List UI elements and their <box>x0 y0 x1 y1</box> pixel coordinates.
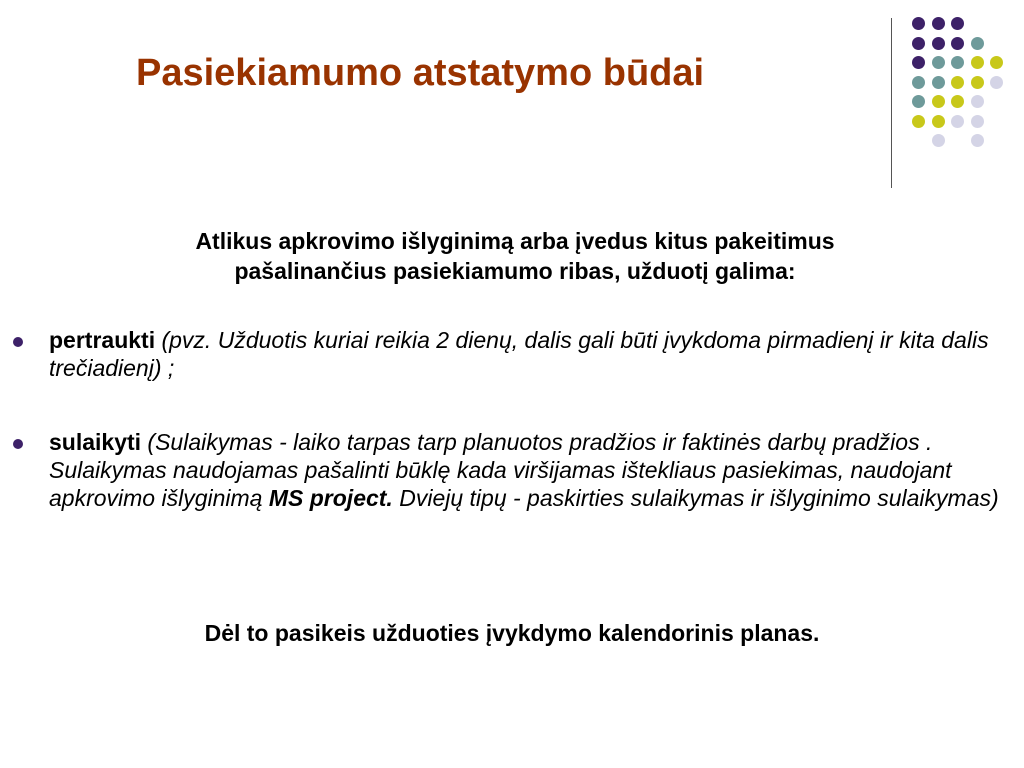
decorative-dot <box>951 37 964 50</box>
intro-text <box>60 226 970 286</box>
decorative-dot <box>932 56 945 69</box>
decorative-dot <box>951 115 964 128</box>
decorative-dot <box>951 95 964 108</box>
intro-line-2: pašalinančius pasiekiamumo ribas, užduotį galima: <box>234 258 796 284</box>
decorative-dot <box>971 95 984 108</box>
decorative-dot <box>932 95 945 108</box>
bullet-description: (Sulaikymas - laiko tarpas tarp planuotos pradžios ir faktinės darbų pradžios . Sulaikymas naudojamas pašalinti būklę kada viršijamas ištekliaus pasiekimas, naudojant apkrovimo išlyginimą <box>49 429 952 511</box>
decorative-dot <box>912 95 925 108</box>
bullet-emphasis: MS project. <box>268 485 393 511</box>
bullet-item-pertraukti <box>49 326 1017 382</box>
decorative-dot <box>971 76 984 89</box>
decorative-dot <box>912 76 925 89</box>
decorative-dot <box>932 76 945 89</box>
intro-line-1: Atlikus apkrovimo išlyginimą arba įvedus kitus pakeitimus <box>195 228 835 254</box>
decorative-dot <box>951 76 964 89</box>
decorative-dot <box>971 134 984 147</box>
decorative-dot <box>951 56 964 69</box>
bullet-description-end: Dviejų tipų - paskirties sulaikymas ir išlyginimo sulaikymas) <box>392 485 999 511</box>
bullet-marker <box>13 439 23 449</box>
decorative-dot <box>971 56 984 69</box>
decorative-dot <box>971 115 984 128</box>
decorative-dot <box>990 56 1003 69</box>
decorative-dot <box>932 115 945 128</box>
decorative-dot <box>912 17 925 30</box>
bullet-term: sulaikyti <box>49 429 142 455</box>
decorative-dot <box>932 134 945 147</box>
decorative-dot <box>912 56 925 69</box>
bullet-description: (pvz. Užduotis kuriai reikia 2 dienų, dalis gali būti įvykdoma pirmadienį ir kita dalis trečiadienį) ; <box>49 327 989 381</box>
decorative-dot <box>932 37 945 50</box>
decorative-dot <box>951 17 964 30</box>
decorative-dot <box>912 115 925 128</box>
decorative-dot <box>971 37 984 50</box>
decorative-dot <box>990 76 1003 89</box>
slide-title: Pasiekiamumo atstatymo būdai <box>136 52 705 94</box>
bullet-term: pertraukti <box>49 327 156 353</box>
title-divider <box>891 18 892 188</box>
bullet-marker <box>13 337 23 347</box>
decorative-dot <box>912 37 925 50</box>
closing-statement: Dėl to pasikeis užduoties įvykdymo kalendorinis planas. <box>204 620 820 646</box>
decorative-dot <box>932 17 945 30</box>
bullet-item-sulaikyti <box>49 428 1017 512</box>
